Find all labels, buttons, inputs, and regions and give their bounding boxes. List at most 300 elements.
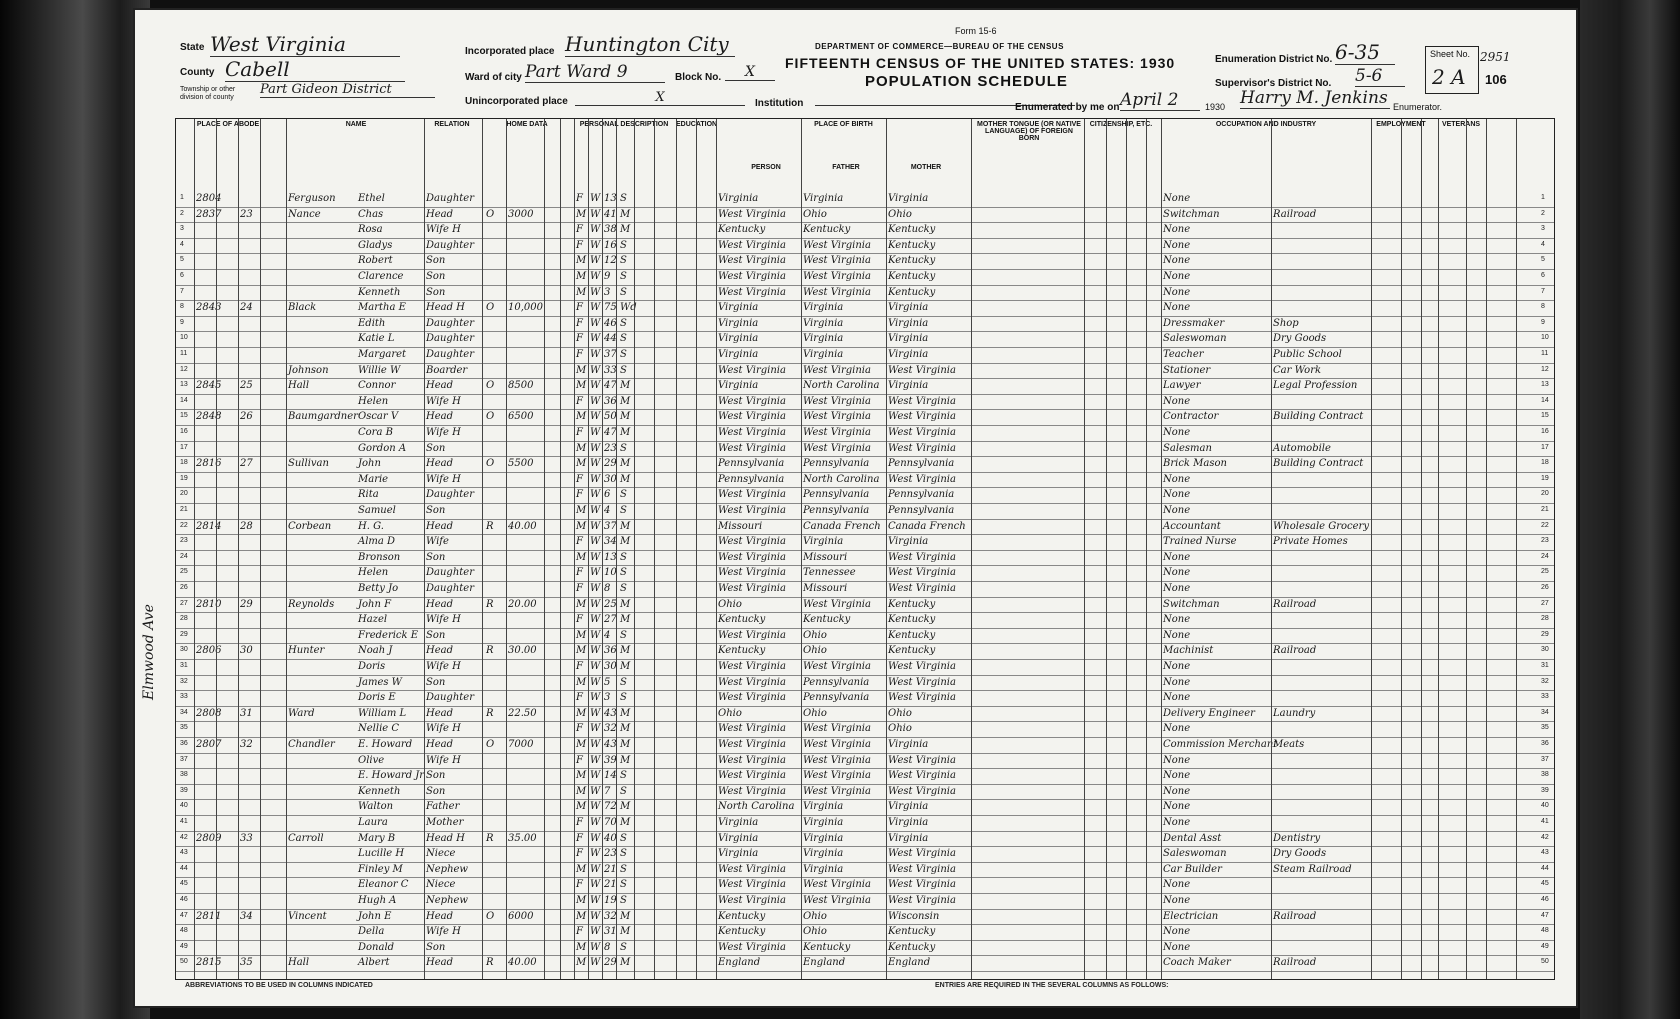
line-number-right: 38 <box>1541 771 1549 779</box>
census-sheet <box>133 8 1578 1008</box>
home-owned <box>486 753 504 769</box>
house-number: 2804 <box>196 193 222 204</box>
line-number: 42 <box>180 833 188 841</box>
industry <box>1273 877 1369 893</box>
home-owned <box>486 253 504 269</box>
race: W <box>590 442 601 454</box>
industry: Wholesale Grocery <box>1273 520 1369 532</box>
surname <box>288 581 358 597</box>
line-number-right: 47 <box>1541 911 1549 919</box>
race: W <box>590 723 601 735</box>
age: 4 <box>604 505 611 516</box>
father-birthplace: North Carolina <box>803 380 880 392</box>
line-number: 16 <box>180 428 188 435</box>
race: W <box>590 255 601 267</box>
family-number <box>240 862 260 878</box>
table-row <box>176 643 1554 660</box>
table-row <box>176 331 1554 348</box>
birthplace: West Virginia <box>718 661 786 672</box>
family-number: 35 <box>240 957 253 969</box>
father-birthplace: West Virginia <box>803 427 871 438</box>
occupation: Machinist <box>1163 645 1214 657</box>
line-number-right: 45 <box>1541 880 1549 888</box>
family-number <box>240 316 260 332</box>
line-number: 11 <box>180 350 188 357</box>
relation: Wife H <box>426 723 461 735</box>
home-owned <box>486 331 504 347</box>
age: 70 <box>604 817 617 828</box>
line-number: 1 <box>180 194 184 201</box>
home-owned: O <box>486 739 495 750</box>
home-owned: O <box>486 458 495 470</box>
home-owned <box>486 940 504 956</box>
relation: Daughter <box>426 193 474 204</box>
line-number: 3 <box>180 225 184 233</box>
marital: M <box>620 427 631 438</box>
relation: Nephew <box>426 863 468 875</box>
sex: M <box>576 910 587 922</box>
mother-birthplace: West Virginia <box>888 692 956 704</box>
age: 32 <box>604 910 617 922</box>
sheet-label: Sheet No. <box>1430 49 1471 59</box>
birthplace: Pennsylvania <box>718 473 785 485</box>
birthplace: West Virginia <box>718 411 786 423</box>
mother-birthplace: Kentucky <box>888 926 936 938</box>
occupation: None <box>1163 676 1191 688</box>
marital: S <box>620 193 627 204</box>
home-owned <box>486 862 504 878</box>
line-number: 5 <box>180 256 184 264</box>
form-number: Form 15-6 <box>955 26 997 36</box>
house-number <box>196 472 218 488</box>
age: 23 <box>604 442 617 454</box>
marital: S <box>620 770 627 782</box>
industry <box>1273 690 1369 706</box>
race: W <box>590 193 601 204</box>
house-number <box>196 877 218 893</box>
race: W <box>590 676 601 688</box>
birthplace: Virginia <box>718 333 759 345</box>
line-number-right: 46 <box>1541 896 1549 903</box>
marital: S <box>620 255 627 267</box>
marital: S <box>620 239 627 251</box>
line-number: 40 <box>180 802 188 810</box>
home-value: 6500 <box>508 411 534 423</box>
given-name: Martha E <box>358 302 406 314</box>
sex: F <box>576 567 583 579</box>
house-number <box>196 862 218 878</box>
grid-line <box>286 119 287 979</box>
line-number-right: 22 <box>1541 521 1549 529</box>
sex: F <box>576 832 583 844</box>
family-number <box>240 550 260 566</box>
age: 4 <box>604 629 611 641</box>
mother-birthplace: West Virginia <box>888 879 956 891</box>
birthplace: Virginia <box>718 380 759 392</box>
birthplace: West Virginia <box>718 754 786 766</box>
line-number-right: 2 <box>1541 209 1545 217</box>
table-row <box>176 706 1554 723</box>
family-number <box>240 784 260 800</box>
birthplace: West Virginia <box>718 629 786 641</box>
given-name: Finley M <box>358 863 403 875</box>
industry: Building Contract <box>1273 458 1364 470</box>
occupation: Teacher <box>1163 349 1204 360</box>
birthplace: Kentucky <box>718 926 766 938</box>
mother-birthplace: West Virginia <box>888 395 956 407</box>
line-number-right: 42 <box>1541 833 1549 841</box>
race: W <box>590 505 601 516</box>
home-owned <box>486 768 504 784</box>
house-number <box>196 581 218 597</box>
block-label: Block No. <box>675 72 722 83</box>
line-number-right: 50 <box>1541 958 1549 966</box>
occupation: None <box>1163 271 1191 282</box>
house-number: 2811 <box>196 910 222 922</box>
house-number: 2808 <box>196 707 222 719</box>
race: W <box>590 364 601 376</box>
race: W <box>590 645 601 657</box>
father-birthplace: Virginia <box>803 863 844 875</box>
line-number-right: 44 <box>1541 864 1549 872</box>
father-birthplace: West Virginia <box>803 895 871 906</box>
house-number <box>196 347 218 363</box>
col-mother: MOTHER <box>910 164 942 171</box>
line-number-right: 11 <box>1541 350 1549 357</box>
industry <box>1273 628 1369 644</box>
given-name: Clarence <box>358 271 404 282</box>
relation: Son <box>426 255 446 267</box>
family-number <box>240 487 260 503</box>
table-row <box>176 846 1554 863</box>
home-owned: R <box>486 645 494 657</box>
home-value: 8500 <box>508 380 534 392</box>
race: W <box>590 427 601 438</box>
table-row <box>176 721 1554 738</box>
industry: Private Homes <box>1273 536 1348 548</box>
township-label: Township or other division of county <box>180 86 236 101</box>
table-row <box>176 207 1554 224</box>
family-number <box>240 394 260 410</box>
marital: M <box>620 473 631 485</box>
home-value: 10,000 <box>508 302 543 314</box>
family-number: 24 <box>240 302 253 314</box>
relation: Son <box>426 770 446 782</box>
home-owned <box>486 565 504 581</box>
occupation: Dressmaker <box>1163 317 1225 329</box>
marital: M <box>620 661 631 672</box>
sex: F <box>576 879 583 891</box>
age: 40 <box>604 832 617 844</box>
father-birthplace: West Virginia <box>803 723 871 735</box>
line-number: 49 <box>180 942 188 950</box>
house-number <box>196 612 218 628</box>
line-number-right: 14 <box>1541 396 1549 404</box>
home-owned: R <box>486 520 494 532</box>
col-group-employment: EMPLOYMENT <box>1376 121 1426 128</box>
occupation: Lawyer <box>1163 380 1201 392</box>
industry <box>1273 815 1369 831</box>
marital: M <box>620 598 631 610</box>
line-number-right: 8 <box>1541 303 1545 311</box>
surname: Corbean <box>288 520 332 532</box>
industry: Dry Goods <box>1273 333 1327 345</box>
surname: Ferguson <box>288 193 336 204</box>
line-number: 39 <box>180 786 188 794</box>
family-number <box>240 799 260 815</box>
relation: Wife H <box>426 926 461 938</box>
table-row <box>176 425 1554 442</box>
occupation: Stationer <box>1163 364 1211 376</box>
birthplace: Kentucky <box>718 614 766 626</box>
surname: Baumgardner <box>288 411 358 423</box>
col-group-abode: PLACE OF ABODE <box>196 121 260 128</box>
relation: Daughter <box>426 489 474 501</box>
line-number: 33 <box>180 693 188 701</box>
family-number: 28 <box>240 520 253 532</box>
age: 14 <box>604 770 617 782</box>
birthplace: Ohio <box>718 598 742 610</box>
surname <box>288 472 358 488</box>
mother-birthplace: Kentucky <box>888 286 936 298</box>
surname: Hall <box>288 380 310 392</box>
occupation: None <box>1163 567 1191 579</box>
home-value: 30.00 <box>508 645 537 657</box>
race: W <box>590 801 601 813</box>
mother-birthplace: Virginia <box>888 817 929 828</box>
home-owned: O <box>486 380 495 392</box>
given-name: Olive <box>358 754 385 766</box>
sex: F <box>576 395 583 407</box>
relation: Niece <box>426 879 456 891</box>
industry <box>1273 300 1369 316</box>
given-name: Marie <box>358 473 389 485</box>
table-row <box>176 799 1554 816</box>
mother-birthplace: Ohio <box>888 723 912 735</box>
surname <box>288 753 358 769</box>
family-number <box>240 269 260 285</box>
home-owned <box>486 846 504 862</box>
sheet-extra: 2951 <box>1480 50 1511 64</box>
table-row <box>176 487 1554 504</box>
given-name: Margaret <box>358 349 407 360</box>
col-father: FATHER <box>832 164 860 171</box>
birthplace: West Virginia <box>718 427 786 438</box>
family-number: 31 <box>240 707 253 719</box>
line-number-right: 35 <box>1541 724 1549 732</box>
occupation: Brick Mason <box>1163 458 1227 470</box>
given-name: Frederick E <box>358 629 419 641</box>
relation: Head <box>426 739 454 750</box>
marital: M <box>620 458 631 470</box>
mother-birthplace: Kentucky <box>888 941 936 953</box>
line-number-right: 9 <box>1541 318 1545 326</box>
sex: M <box>576 442 587 454</box>
abbrev-title: ABBREVIATIONS TO BE USED IN COLUMNS INDICATED <box>185 982 373 989</box>
relation: Nephew <box>426 895 468 906</box>
line-number: 23 <box>180 537 188 545</box>
home-owned <box>486 441 504 457</box>
mother-birthplace: West Virginia <box>888 754 956 766</box>
race: W <box>590 661 601 672</box>
marital: S <box>620 442 627 454</box>
home-value <box>508 316 544 332</box>
surname <box>288 565 358 581</box>
birthplace: West Virginia <box>718 583 786 594</box>
marital: M <box>620 614 631 626</box>
relation: Wife H <box>426 614 461 626</box>
age: 3 <box>604 286 611 298</box>
incorporated-label: Incorporated place <box>465 46 555 57</box>
father-birthplace: West Virginia <box>803 255 871 267</box>
county-label: County <box>180 67 215 78</box>
grid-line <box>1161 119 1162 979</box>
race: W <box>590 224 601 236</box>
line-number-right: 26 <box>1541 584 1549 591</box>
mother-birthplace: West Virginia <box>888 583 956 594</box>
age: 38 <box>604 224 617 236</box>
home-value <box>508 550 544 566</box>
line-number: 20 <box>180 490 188 498</box>
marital: S <box>620 505 627 516</box>
home-value <box>508 768 544 784</box>
surname <box>288 628 358 644</box>
house-number <box>196 394 218 410</box>
home-owned <box>486 363 504 379</box>
father-birthplace: Virginia <box>803 801 844 813</box>
line-number-right: 1 <box>1541 194 1545 201</box>
birthplace: England <box>718 957 761 969</box>
father-birthplace: West Virginia <box>803 785 871 797</box>
father-birthplace: Canada French <box>803 520 881 532</box>
home-owned <box>486 316 504 332</box>
industry <box>1273 768 1369 784</box>
home-owned <box>486 394 504 410</box>
surname <box>288 846 358 862</box>
mother-birthplace: Virginia <box>888 536 929 548</box>
birthplace: West Virginia <box>718 395 786 407</box>
district-value: 6-35 <box>1335 40 1395 65</box>
family-number: 27 <box>240 458 253 470</box>
line-number-right: 25 <box>1541 568 1549 576</box>
line-number: 28 <box>180 615 188 623</box>
relation: Son <box>426 676 446 688</box>
line-number-right: 13 <box>1541 381 1549 389</box>
given-name: Gladys <box>358 239 393 251</box>
father-birthplace: Ohio <box>803 926 827 938</box>
unincorporated-label: Unincorporated place <box>465 96 568 107</box>
line-number: 22 <box>180 521 188 529</box>
family-number <box>240 331 260 347</box>
line-number-right: 20 <box>1541 490 1549 498</box>
family-number: 25 <box>240 380 253 392</box>
industry <box>1273 253 1369 269</box>
given-name: Helen <box>358 395 389 407</box>
grid-line <box>560 119 561 979</box>
marital: S <box>620 271 627 282</box>
house-number: 2810 <box>196 598 222 610</box>
given-name: Chas <box>358 208 384 220</box>
age: 36 <box>604 395 617 407</box>
grid-line <box>574 119 575 979</box>
surname <box>288 487 358 503</box>
birthplace: West Virginia <box>718 879 786 891</box>
county-value: Cabell <box>225 57 405 82</box>
industry: Steam Railroad <box>1273 863 1352 875</box>
line-number: 9 <box>180 318 184 326</box>
industry <box>1273 659 1369 675</box>
house-number <box>196 253 218 269</box>
sex: M <box>576 957 587 969</box>
family-number <box>240 363 260 379</box>
relation: Wife H <box>426 427 461 438</box>
grid-line <box>194 119 195 979</box>
surname: Chandler <box>288 739 335 750</box>
marital: M <box>620 208 631 220</box>
marital: S <box>620 785 627 797</box>
marital: S <box>620 317 627 329</box>
home-value <box>508 924 544 940</box>
line-number-right: 24 <box>1541 552 1549 560</box>
entries-note: ENTRIES ARE REQUIRED IN THE SEVERAL COLUMNS AS FOLLOWS: <box>935 982 1169 989</box>
given-name: Eleanor C <box>358 879 409 891</box>
occupation: None <box>1163 286 1191 298</box>
home-owned: O <box>486 302 495 314</box>
sex: F <box>576 193 583 204</box>
house-number <box>196 487 218 503</box>
table-row <box>176 675 1554 692</box>
table-row <box>176 394 1554 411</box>
industry <box>1273 191 1369 207</box>
age: 43 <box>604 739 617 750</box>
relation: Daughter <box>426 692 474 704</box>
family-number: 30 <box>240 645 253 657</box>
race: W <box>590 910 601 922</box>
relation: Head <box>426 645 454 657</box>
sex: M <box>576 411 587 423</box>
father-birthplace: Ohio <box>803 707 827 719</box>
age: 7 <box>604 785 611 797</box>
occupation: None <box>1163 473 1191 485</box>
birthplace: Virginia <box>718 193 759 204</box>
home-value: 35.00 <box>508 832 537 844</box>
home-value <box>508 363 544 379</box>
sex: F <box>576 661 583 672</box>
age: 29 <box>604 458 617 470</box>
given-name: James W <box>358 676 402 688</box>
home-value <box>508 347 544 363</box>
line-number: 12 <box>180 365 188 373</box>
given-name: Rita <box>358 489 379 501</box>
family-number: 34 <box>240 910 253 922</box>
race: W <box>590 863 601 875</box>
given-name: Noah J <box>358 645 393 657</box>
grid-line <box>716 119 717 979</box>
father-birthplace: Ohio <box>803 629 827 641</box>
grid-line <box>1126 119 1127 979</box>
home-value <box>508 269 544 285</box>
table-row <box>176 815 1554 832</box>
table-row <box>176 519 1554 536</box>
home-value <box>508 784 544 800</box>
father-birthplace: Virginia <box>803 349 844 360</box>
table-row <box>176 285 1554 302</box>
industry: Railroad <box>1273 910 1317 922</box>
home-value <box>508 285 544 301</box>
line-number-right: 10 <box>1541 334 1549 342</box>
family-number <box>240 191 260 207</box>
surname: Hunter <box>288 645 325 657</box>
